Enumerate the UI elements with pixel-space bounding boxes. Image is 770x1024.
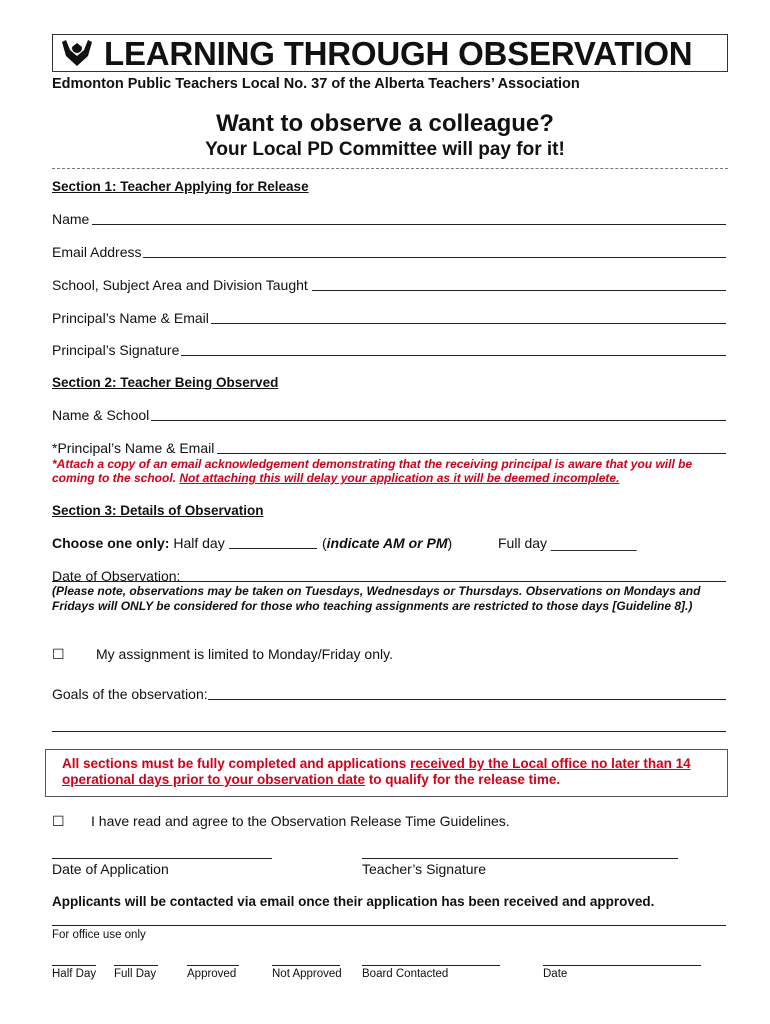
date-application-label: Date of Application	[52, 861, 169, 877]
date-application-field[interactable]	[52, 858, 272, 859]
school-field[interactable]	[312, 290, 726, 291]
date-observation-label: Date of Observation:	[52, 568, 181, 584]
principal-signature-field[interactable]	[181, 355, 726, 356]
dashed-divider	[52, 168, 728, 169]
email-field[interactable]	[143, 257, 726, 258]
principal-signature-label: Principal’s Signature	[52, 342, 180, 358]
contact-note: Applicants will be contacted via email once their application has been received and approved.	[52, 894, 655, 909]
half-day-field[interactable]	[229, 548, 317, 549]
school-label: School, Subject Area and Division Taught	[52, 277, 308, 293]
date-note: (Please note, observations may be taken on Tuesdays, Wednesdays or Thursdays. Observations on Mondays and Fridays will ONLY be considered for those who teaching assignments are restricted to those days [Guideline 8].)	[52, 584, 701, 613]
choose-row	[52, 535, 225, 551]
subheadline: Your Local PD Committee will pay for it!	[205, 139, 565, 160]
section3-heading: Section 3: Details of Observation	[52, 503, 264, 518]
hands-logo-icon	[60, 38, 94, 68]
choose-label: Choose one only:	[52, 535, 170, 551]
principal-email-label: Principal’s Name & Email	[52, 310, 209, 326]
not-approved-label: Not Approved	[272, 968, 342, 980]
observed-principal-label: *Principal’s Name & Email	[52, 440, 215, 456]
teacher-signature-field[interactable]	[362, 858, 678, 859]
section1-heading: Section 1: Teacher Applying for Release	[52, 179, 309, 194]
goals-label: Goals of the observation:	[52, 686, 208, 702]
observed-name-field[interactable]	[151, 420, 726, 421]
section2-heading: Section 2: Teacher Being Observed	[52, 375, 279, 390]
headline: Want to observe a colleague?	[216, 110, 554, 137]
office-date-field[interactable]	[543, 965, 701, 966]
agreement-label: I have read and agree to the Observation Release Time Guidelines.	[91, 813, 510, 829]
agreement-checkbox[interactable]: ☐	[52, 813, 65, 829]
office-date-label: Date	[543, 968, 568, 980]
half-day-office-field[interactable]	[52, 965, 96, 966]
monday-friday-checkbox[interactable]: ☐	[52, 646, 65, 662]
monday-friday-label: My assignment is limited to Monday/Friday only.	[96, 646, 393, 662]
full-day-office-field[interactable]	[114, 965, 158, 966]
deadline-notice: All sections must be fully completed and applications received by the Local office no later than 14 operational days prior to your observation date to qualify for the release time.	[62, 756, 691, 787]
email-label: Email Address	[52, 244, 142, 260]
observed-principal-field[interactable]	[217, 453, 726, 454]
full-day-label[interactable]: Full day ___________	[498, 535, 637, 551]
observed-name-label: Name & School	[52, 407, 150, 423]
page-title: LEARNING THROUGH OBSERVATION	[104, 35, 693, 72]
teacher-signature-label: Teacher’s Signature	[362, 861, 487, 877]
date-observation-field[interactable]	[52, 581, 726, 582]
goals-field-line2[interactable]	[52, 731, 726, 732]
approved-field[interactable]	[187, 965, 239, 966]
board-contacted-field[interactable]	[362, 965, 500, 966]
indicate-am-pm: (indicate AM or PM)	[322, 535, 453, 551]
principal-email-field[interactable]	[211, 323, 726, 324]
half-day-label: Half day	[173, 535, 225, 551]
name-field[interactable]	[92, 224, 726, 225]
not-approved-field[interactable]	[272, 965, 340, 966]
half-day-office-label: Half Day	[52, 968, 97, 980]
board-contacted-label: Board Contacted	[362, 968, 449, 980]
goals-field[interactable]	[208, 699, 726, 700]
name-label: Name	[52, 211, 90, 227]
organization-subtitle: Edmonton Public Teachers Local No. 37 of the Alberta Teachers’ Association	[52, 76, 580, 92]
office-divider	[52, 925, 726, 926]
approved-label: Approved	[187, 968, 237, 980]
full-day-office-label: Full Day	[114, 968, 157, 980]
attachment-note: *Attach a copy of an email acknowledgement demonstrating that the receiving principal is aware that you will be coming to the school. Not attaching this will delay your application as it will be deemed incomplete.	[52, 457, 693, 485]
office-use-label: For office use only	[52, 929, 146, 941]
